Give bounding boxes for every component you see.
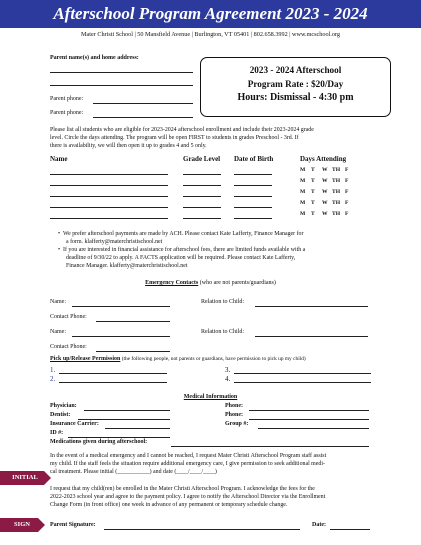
physician-field[interactable]: [84, 410, 170, 411]
emergency-heading: Emergency Contacts: [145, 280, 199, 286]
consent-line-3[interactable]: cal treatment. Please initial (___________) and date (____/____/____): [50, 469, 217, 475]
pickup-heading-row: [50, 356, 306, 362]
info-line-3: Hours: Dismissal - 4:30 pm: [237, 92, 354, 103]
day-option[interactable]: T: [311, 200, 315, 206]
enrollment-consent: [50, 485, 325, 509]
day-option[interactable]: M: [300, 178, 306, 184]
ec1-name-field[interactable]: [72, 306, 170, 307]
student-grade-field[interactable]: [183, 207, 221, 208]
student-grade-field[interactable]: [183, 196, 221, 197]
note-aid-line-2: deadline of 9/30/22 to apply. A FACTS application will be required. Please contact Kate Lafferty,: [66, 255, 296, 261]
group-label: Group #:: [225, 421, 249, 427]
note-ach-line-2: a form. klafferty@materchristischool.net: [66, 239, 163, 245]
day-option[interactable]: T: [311, 211, 315, 217]
dentist-label: Dentist:: [50, 412, 71, 418]
day-option[interactable]: F: [345, 200, 349, 206]
day-option[interactable]: W: [322, 167, 328, 173]
signature-date-field[interactable]: [330, 529, 370, 530]
ec1-name-label: Name:: [50, 299, 66, 305]
enroll-line-1: I request that my child(ren) be enrolled in the Mater Christi Afterschool Program. I acknowledge the fees for the: [50, 486, 315, 492]
instructions-line-1: Please list all students who are eligible for 2023-2024 afterschool enrollment and include their 2023-2024 grade: [50, 127, 314, 133]
ec2-relation-label: Relation to Child:: [201, 329, 244, 335]
consent-line-2: my child. If the staff feels the situation require additional emergency care, I give permission to seek additional medi-: [50, 461, 325, 467]
page-title: Afterschool Program Agreement 2023 - 2024: [0, 0, 421, 28]
note-aid-line-3: Finance Manager. klafferty@materchristischool.net: [66, 263, 188, 269]
student-name-field[interactable]: [50, 185, 168, 186]
medications-label: Medications given during afterschool:: [50, 439, 148, 445]
day-option[interactable]: TH: [332, 211, 341, 217]
instructions: [50, 126, 314, 150]
id-field[interactable]: [68, 437, 170, 438]
dentist-field[interactable]: [78, 419, 170, 420]
parent-address-line-1[interactable]: [50, 72, 193, 73]
dentist-phone-field[interactable]: [249, 419, 369, 420]
day-option[interactable]: F: [345, 178, 349, 184]
day-option[interactable]: M: [300, 189, 306, 195]
student-dob-field[interactable]: [234, 196, 272, 197]
medications-field[interactable]: [171, 446, 369, 447]
col-header-grade: Grade Level: [183, 155, 221, 163]
student-name-field[interactable]: [50, 218, 168, 219]
parent-name-label: Parent name(s) and home address:: [50, 55, 139, 61]
student-dob-field[interactable]: [234, 218, 272, 219]
sign-tab: SIGN: [0, 518, 38, 532]
pickup-num-4: 4.: [225, 375, 231, 383]
pickup-num-2: 2.: [50, 375, 56, 383]
ec1-phone-label: Contact Phone:: [50, 314, 87, 320]
day-option[interactable]: TH: [332, 178, 341, 184]
enroll-line-2: 2022-2023 school year and agree to the payment policy. I agree to notify the Afterschool Director via the Enrollment: [50, 494, 326, 500]
parent-address-line-2[interactable]: [50, 85, 193, 86]
day-option[interactable]: W: [322, 200, 328, 206]
col-header-name: Name: [50, 155, 68, 163]
parent-phone-label-2: Parent phone:: [50, 110, 84, 116]
note-aid-line-1: If you are interested in financial assistance for afterschool fees, there are limited funds available with a: [63, 247, 306, 253]
student-name-field[interactable]: [50, 207, 168, 208]
ec2-relation-field[interactable]: [255, 336, 368, 337]
note-ach-line-1: We prefer afterschool payments are made by ACH. Please contact Kate Lafferty, Finance Manager for: [63, 231, 304, 237]
parent-phone-field-2[interactable]: [93, 117, 193, 118]
pickup-num-3: 3.: [225, 366, 231, 374]
group-field[interactable]: [258, 428, 369, 429]
program-info-box: [200, 57, 391, 117]
day-option[interactable]: F: [345, 167, 349, 173]
student-grade-field[interactable]: [183, 218, 221, 219]
day-option[interactable]: TH: [332, 189, 341, 195]
day-option[interactable]: W: [322, 189, 328, 195]
ec1-relation-field[interactable]: [255, 306, 368, 307]
student-dob-field[interactable]: [234, 174, 272, 175]
school-contact-line: Mater Christi School | 50 Mansfield Avenue | Burlington, VT 05401 | 802.658.3992 | www.mcschool.org: [81, 31, 340, 38]
ec1-phone-field[interactable]: [96, 321, 170, 322]
note-ach: [58, 230, 305, 270]
pickup-field-2[interactable]: [59, 382, 167, 383]
info-line-2: Program Rate : $20/Day: [247, 79, 344, 89]
day-option[interactable]: M: [300, 200, 306, 206]
ec2-phone-field[interactable]: [96, 351, 170, 352]
bullet-icon: •: [58, 247, 61, 253]
day-option[interactable]: W: [322, 211, 328, 217]
bullet-icon: •: [58, 231, 61, 237]
day-option[interactable]: F: [345, 211, 349, 217]
student-name-field[interactable]: [50, 174, 168, 175]
day-option[interactable]: F: [345, 189, 349, 195]
student-dob-field[interactable]: [234, 207, 272, 208]
pickup-field-4[interactable]: [234, 382, 371, 383]
emergency-heading-note: (who are not parents/guardians): [199, 280, 276, 286]
enroll-line-3: Change Form (in front office) one week in advance of any permanent or temporary schedule change.: [50, 502, 288, 508]
parent-phone-label-1: Parent phone:: [50, 96, 84, 102]
info-line-1: 2023 - 2024 Afterschool: [249, 65, 342, 75]
ec2-phone-label: Contact Phone:: [50, 344, 87, 350]
medical-heading: Medical Information: [183, 394, 238, 400]
parent-signature-label: Parent Signature:: [50, 522, 96, 528]
insurance-label: Insurance Carrier:: [50, 421, 99, 427]
insurance-field[interactable]: [105, 428, 170, 429]
day-option[interactable]: T: [311, 178, 315, 184]
initial-tab: INITIAL: [0, 471, 44, 485]
parent-phone-field-1[interactable]: [93, 103, 193, 104]
instructions-line-2: level. Circle the days attending. The program will be open FIRST to students in grades Preschool - 3rd. If: [50, 135, 299, 141]
day-option[interactable]: T: [311, 167, 315, 173]
student-name-field[interactable]: [50, 196, 168, 197]
student-grade-field[interactable]: [183, 174, 221, 175]
physician-phone-field[interactable]: [249, 410, 369, 411]
ec2-name-field[interactable]: [72, 336, 170, 337]
ec1-relation-label: Relation to Child:: [201, 299, 244, 305]
student-dob-field[interactable]: [234, 185, 272, 186]
id-label: ID #:: [50, 430, 64, 436]
physician-phone-label: Phone:: [225, 403, 243, 409]
pickup-note: (the following people, not parents or guardians, have permission to pick up my child): [121, 356, 306, 362]
instructions-line-3: there is availability, we will then open it up to grades 4 and 5 only.: [50, 143, 207, 149]
physician-label: Physician:: [50, 403, 77, 409]
col-header-days: Days Attending: [300, 155, 347, 163]
parent-signature-field[interactable]: [104, 529, 300, 530]
consent-line-1: In the event of a medical emergency and I cannot be reached, I request Mater Christi Afterschool Program staff assist: [50, 453, 327, 459]
day-option[interactable]: TH: [332, 167, 341, 173]
day-option[interactable]: M: [300, 211, 306, 217]
day-option[interactable]: M: [300, 167, 306, 173]
day-option[interactable]: T: [311, 189, 315, 195]
pickup-field-3[interactable]: [234, 373, 371, 374]
day-option[interactable]: W: [322, 178, 328, 184]
emergency-consent: [50, 452, 326, 476]
pickup-field-1[interactable]: [59, 373, 167, 374]
day-option[interactable]: TH: [332, 200, 341, 206]
dentist-phone-label: Phone:: [225, 412, 243, 418]
date-label: Date:: [312, 522, 326, 528]
pickup-num-1: 1.: [50, 366, 56, 374]
student-grade-field[interactable]: [183, 185, 221, 186]
pickup-heading: Pick up/Release Permission: [50, 356, 121, 362]
emergency-heading-row: [0, 280, 421, 286]
ec2-name-label: Name:: [50, 329, 66, 335]
col-header-dob: Date of Birth: [234, 155, 274, 163]
